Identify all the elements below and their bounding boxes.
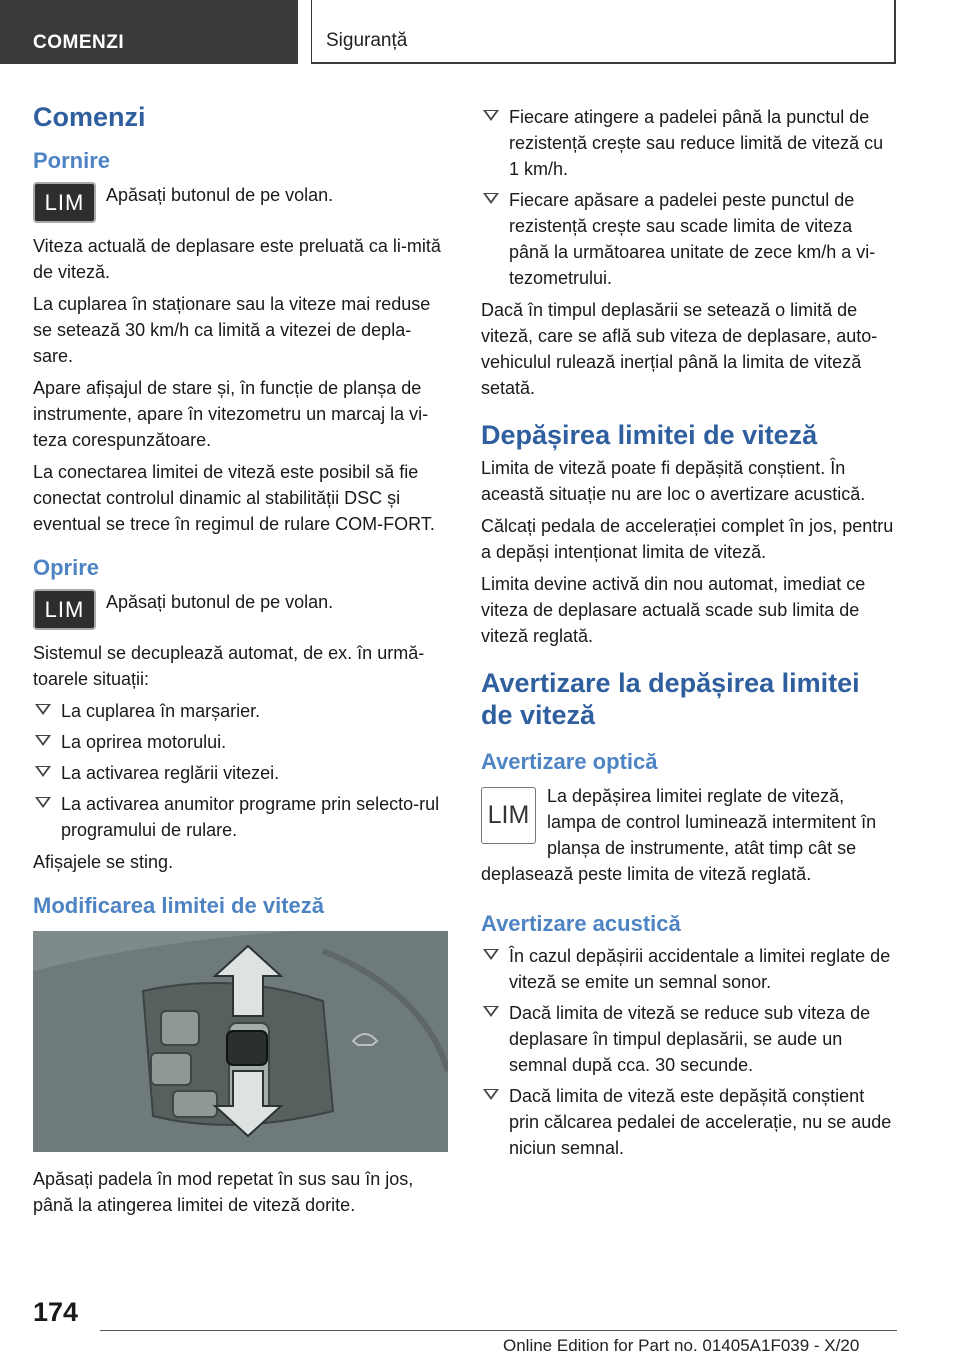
lim-lamp-label: LIM: [487, 801, 530, 829]
pornire-instruction: [33, 182, 448, 223]
depasire-paragraph: Călcați pedala de accelerației complet în jos, pentru a depăși intenționat limita de viteză.: [481, 516, 894, 562]
lim-button-label: LIM: [44, 596, 85, 622]
avertizare-heading: Avertizare la depășirea limitei de viteză: [481, 668, 860, 730]
section-label: Siguranță: [326, 30, 408, 51]
list-item: [481, 943, 897, 995]
oprire-icon-text: Apăsați butonul de pe volan.: [106, 592, 334, 612]
list-item: [33, 698, 448, 724]
chapter-label: COMENZI: [33, 32, 125, 53]
depasire-paragraph: Limita devine activă din nou automat, imediat ce viteza de deplasare actuală scade sub limita de viteză reglată.: [481, 574, 866, 646]
steering-wheel-paddle-illustration: [33, 931, 448, 1152]
lim-button-icon: [33, 589, 96, 630]
list-item: [33, 729, 448, 755]
list-item-text: La activarea reglării vitezei.: [61, 763, 280, 783]
list-item: [33, 760, 448, 786]
edition-footer: Online Edition for Part no. 01405A1F039 - X/20: [503, 1336, 860, 1355]
triangle-bullet-icon: [483, 193, 499, 204]
page-number: 174: [33, 1297, 79, 1327]
optica-block: [481, 783, 897, 893]
triangle-bullet-icon: [35, 766, 51, 777]
chapter-tab: [0, 0, 298, 64]
optica-heading: Avertizare optică: [481, 749, 658, 774]
inertial-paragraph: Dacă în timpul deplasării se setează o limită de viteză, care se află sub viteza de deplasare, auto‐vehiculul rulează inerțial până la limita de viteză setată.: [481, 300, 878, 398]
lim-button-label: LIM: [44, 189, 85, 215]
list-item: [481, 1083, 897, 1161]
list-item: [481, 104, 897, 182]
oprire-list: [33, 698, 448, 843]
list-item-text: În cazul depășirii accidentale a limitei reglate de viteză se emite un semnal sonor.: [509, 946, 891, 992]
triangle-bullet-icon: [483, 110, 499, 121]
list-item-text: Dacă limita de viteză se reduce sub viteza de deplasare în timpul deplasării, se aude un semnal după cca. 30 secunde.: [509, 1003, 871, 1075]
pornire-paragraph: Viteza actuală de deplasare este preluată ca li‐mită de viteză.: [33, 236, 441, 282]
list-item: [481, 1000, 897, 1078]
lim-button-icon: [33, 182, 96, 223]
adjust-list: [481, 104, 897, 291]
list-item-text: Dacă limita de viteză este depășită conștient prin călcarea pedalei de accelerație, nu se aude niciun semnal.: [509, 1086, 892, 1158]
triangle-bullet-icon: [35, 797, 51, 808]
lim-warning-lamp-icon: [481, 787, 536, 844]
list-item-text: Fiecare apăsare a padelei peste punctul de rezistență crește sau scade limita de viteza până la următoarea unitate de zece km/h a vi‐tezometrului.: [509, 190, 876, 288]
triangle-bullet-icon: [35, 735, 51, 746]
depasire-paragraph: Limita de viteză poate fi depășită conștient. În această situație nu are loc o avertizare acustică.: [481, 458, 866, 504]
oprire-instruction: [33, 589, 448, 630]
optica-text: La depășirea limitei reglate de viteză, lampa de control luminează intermitent în planșa de instrumente, atât timp cât se deplasează peste limita de viteză reglată.: [481, 786, 877, 884]
right-column: [481, 104, 897, 1167]
list-item-text: La activarea anumitor programe prin selecto‐rul programului de rulare.: [61, 794, 440, 840]
triangle-bullet-icon: [35, 704, 51, 715]
pornire-heading: Pornire: [33, 148, 111, 173]
list-item-text: Fiecare atingere a padelei până la punctul de rezistență crește sau reduce limită de viteză cu 1 km/h.: [509, 107, 884, 179]
pornire-paragraph: La conectarea limitei de viteză este posibil să fie conectat controlul dinamic al stabilității DSC și eventual se trece în regimul de rulare COM‐FORT.: [33, 462, 435, 534]
pornire-icon-text: Apăsați butonul de pe volan.: [106, 185, 334, 205]
list-item-text: La oprirea motorului.: [61, 732, 227, 752]
pornire-paragraph: Apare afișajul de stare și, în funcție de planșa de instrumente, apare în vitezometru un marcaj la vi‐teza corespunzătoare.: [33, 378, 429, 450]
oprire-heading: Oprire: [33, 555, 100, 580]
modificare-heading: Modificarea limitei de viteză: [33, 893, 324, 918]
list-item-text: La cuplarea în marșarier.: [61, 701, 261, 721]
modificare-caption: Apăsați padela în mod repetat în sus sau în jos, până la atingerea limitei de viteză dorite.: [33, 1169, 414, 1215]
left-column: [33, 100, 448, 1224]
acustica-list: [481, 943, 897, 1161]
triangle-bullet-icon: [483, 1089, 499, 1100]
pornire-paragraph: La cuplarea în staționare sau la viteze mai reduse se setează 30 km/h ca limită a vitezei de depla‐sare.: [33, 294, 431, 366]
section-title: Comenzi: [33, 102, 146, 132]
acustica-heading: Avertizare acustică: [481, 911, 681, 936]
footer-divider: [100, 1330, 897, 1331]
triangle-bullet-icon: [483, 1006, 499, 1017]
section-tab: [311, 0, 896, 64]
triangle-bullet-icon: [483, 949, 499, 960]
depasire-heading: Depășirea limitei de viteză: [481, 420, 818, 450]
list-item: [33, 791, 448, 843]
list-item: [481, 187, 897, 291]
oprire-outro: Afișajele se sting.: [33, 852, 174, 872]
oprire-intro: Sistemul se decuplează automat, de ex. în urmă‐toarele situații:: [33, 643, 425, 689]
